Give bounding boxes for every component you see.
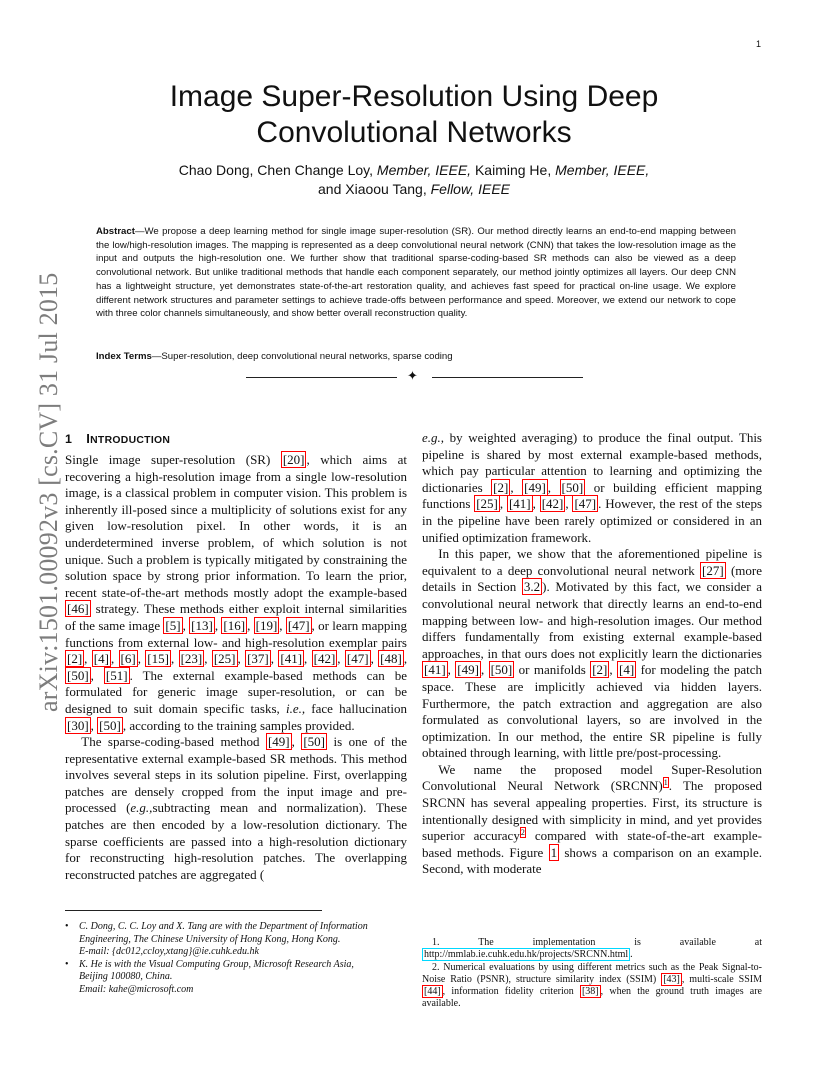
text-run: face hallucination [305,700,407,716]
citation-link[interactable]: [47] [574,496,597,512]
affiliation-line: • C. Dong, C. C. Loy and X. Tang are with the Department of Information [79,921,368,932]
section-number: 1 [65,432,73,446]
citation-link[interactable]: [20] [282,452,305,467]
author-list [60,161,768,199]
implementation-url-link[interactable]: http://mmlab.ie.cuhk.edu.hk/projects/SRCNN.html [424,949,629,961]
citation-link[interactable]: [38] [581,986,599,998]
footnotes [422,937,762,1011]
citation-link[interactable]: [46] [67,601,89,617]
text-run: strategy. These methods either exploit internal similarities of the same image [65,601,407,633]
index-terms [96,350,736,363]
citation-link[interactable]: [16] [223,617,246,633]
paragraph-2: The sparse-coding-based method [49] , [50] is one of the representative external example-based SR methods. This method involves several steps in its solution pipeline. First, overlapping patches are densely cropped from the input image and pre-processed (e.g.,subtracting mean and normalization). These patches are then encoded by a low-resolution dictionary. The sparse coefficients are passed into a high-resolution dictionary for reconstructing high-resolution patches. The overlapping reconstructed patches are aggregated ( [65,734,407,882]
citation-link[interactable]: [49] [267,734,290,750]
citation-link[interactable]: [23] [180,651,203,667]
text-run: 1. The implementation is available at [432,937,762,948]
footnote-link[interactable]: 2 [520,827,525,837]
citation-link[interactable]: [47] [287,617,310,633]
text-run: We name the proposed model Super-Resolution Convolutional Neural Network (SRCNN) [422,761,762,794]
arxiv-identifier: arXiv:1501.00092v3 [cs.CV] 31 Jul 2015 [34,272,63,712]
affiliation-line: Engineering, The Chinese University of Hong Kong, Hong Kong. [79,933,341,945]
citation-link[interactable]: [6] [120,651,136,667]
section-heading [65,430,407,449]
text-run: or manifolds [514,662,591,678]
text-run: , multi-scale SSIM [681,973,762,985]
text-run-italic: i.e., [285,700,306,716]
citation-link[interactable]: [25] [213,651,236,667]
citation-link[interactable]: [50] [490,662,513,678]
citation-link[interactable]: [4] [93,651,109,667]
citation-link[interactable]: [2] [67,651,83,667]
citation-link[interactable]: [49] [457,662,479,678]
footnote-rule [65,910,322,911]
paragraph-1: Single image super-resolution (SR) [20] , which aims at recovering a high-resolution image from a single low-resolution image, is a classical problem in computer vision. This problem is inherently ill-posed since a multiplicity of solutions exist for any given low-resolution pixel. In other words, it is an underdetermined inverse problem, of which solution is not unique. Such a problem is typically mitigated by constraining the solution space by strong prior information. To learn the prior, recent state-of-the-art methods mostly adopt the example-based [46] strategy. These methods either exploit internal similarities of the same image [5] , [13] , [16] , [19] , [47] , or learn mapping functions from external low- and high-resolution exemplar pairs [2] , [4] , [6] , [15] , [23] , [25] , [37] , [41] , [42] , [47] , [48] , [50] , [51] . The external example-based methods can be formulated for generic image super-resolution, or can be designed to suit domain specific tasks, i.e., face hallucination [30] , [50] , according to the training samples provided. [65,452,408,733]
affiliation-note [65,959,407,997]
affiliation-email: E-mail: {dc012,ccloy,xtang}@ie.cuhk.edu.hk [79,946,259,957]
text-run: The sparse-coding-based method [81,734,266,750]
separator-line-right [432,377,583,378]
page-number: 1 [756,39,762,49]
text-run: , or learn mapping functions from external low- and high-resolution exemplar pairs [65,617,408,650]
text-run-italic: e.g., [130,800,153,816]
affiliation-email: Email: kahe@microsoft.com [79,983,194,995]
left-column [65,430,407,883]
abstract-label: Abstract [96,226,135,237]
text-run-italic: e.g., [422,430,445,445]
text-run: , when the ground truth images are available. [422,986,762,1010]
citation-link[interactable]: [51] [105,667,128,683]
citation-link[interactable]: [44] [424,986,441,998]
title-line-1: Image Super-Resolution Using Deep [169,80,659,113]
citation-link[interactable]: [4] [619,662,635,678]
citation-link[interactable]: [49] [524,479,546,495]
text-run: . The external example-based methods can be formulated for generic image super-resolution, or can be designed to suit domain specific tasks, [65,667,407,716]
text-run: . However, the rest of the steps in the pipeline have been rarely optimized or considered in an unified optimization framework. [422,496,763,545]
author-names-3: and Xiaoou Tang, [318,181,431,197]
text-run: subtracting mean and normalization). These patches are then encoded by a low-resolution dictionary. The sparse coefficients are passed into a high-resolution dictionary for reconstructing high-resolution patches. The overlapping reconstructed patches are aggregated ( [65,800,407,882]
citation-link[interactable]: [13] [191,617,213,633]
section-link[interactable]: 3.2 [523,579,541,595]
text-run: is one of the representative external example-based SR methods. This method involves several steps in its solution pipeline. First, overlapping patches are densely cropped from the input image and pre-processed ( [65,734,407,816]
citation-link[interactable]: [42] [313,651,336,667]
citation-link[interactable]: [37] [247,651,269,667]
citation-link[interactable]: [50] [67,667,89,683]
text-run: . [630,949,633,961]
author-role-1: Member, IEEE, [376,162,472,178]
affiliation-line: Beijing 100080, China. [79,971,173,982]
author-line-1 [60,161,768,180]
citation-link[interactable]: [27] [702,562,724,578]
citation-link[interactable]: [2] [592,662,608,678]
citation-link[interactable]: [41] [424,662,446,678]
text-run: , according to the training samples provided. [122,717,355,733]
citation-link[interactable]: [2] [493,479,509,495]
text-run: shows a comparison on an example. Second, with moderate [422,844,763,877]
citation-link[interactable]: [48] [380,651,402,667]
text-run: for modeling the patch space. These are implicitly achieved via hidden layers. Furthermore, the patch extraction and aggregation are also formulated as convolutional layers, so are involved in the optimization. In our method, the entire SR pipeline is fully obtained through learning, with little pre/post-processing. [422,662,762,761]
section-heading-initial: I [86,431,91,446]
author-role-3: Fellow, IEEE [430,181,510,197]
citation-link[interactable]: [50] [99,717,121,733]
right-column [422,430,762,878]
text-run: (more details in Section [422,562,762,595]
author-names-1: Chao Dong, Chen Change Loy, [178,162,377,178]
affiliation-footnotes [65,921,407,996]
citation-link[interactable]: [5] [165,617,181,633]
text-run: by weighted averaging) to produce the final output. This pipeline is shared by most external example-based methods, which pay particular attention to learning and optimizing the dictionaries [422,430,762,495]
abstract [96,225,736,321]
text-run: or building efficient mapping functions [422,479,762,512]
citation-link[interactable]: [41] [280,651,303,667]
citation-link[interactable]: [42] [541,496,564,512]
affiliation-note [65,921,407,959]
citation-link[interactable]: [15] [147,651,169,667]
footnote-2 [422,962,762,1011]
citation-link[interactable]: [25] [476,496,498,512]
text-run: In this paper, we show that the aforementioned pipeline is equivalent to a deep convolutional neural network [422,546,762,578]
citation-link[interactable]: [50] [561,479,584,495]
title-line-2: Convolutional Networks [256,116,572,149]
text-run: compared with state-of-the-art example-based methods. Figure [422,828,763,860]
separator-diamond-icon: ✦ [407,369,418,384]
index-terms-text: —Super-resolution, deep convolutional neural networks, sparse coding [151,351,453,362]
paragraph-2-continued: e.g., by weighted averaging) to produce the final output. This pipeline is shared by most external example-based methods, which pay particular attention to learning and optimizing the dictionaries [2] , [49] , [50] or building efficient mapping functions [25] , [41] , [42] , [47] . However, the rest of the steps in the pipeline have been rarely optimized or considered in an unified optimization framework. [422,430,763,545]
author-role-2: Member, IEEE, [555,162,650,178]
citation-link[interactable]: [41] [508,496,531,512]
citation-link[interactable]: [19] [255,617,278,633]
index-terms-label: Index Terms [96,351,152,362]
paragraph-3: In this paper, we show that the aforementioned pipeline is equivalent to a deep convolutional neural network [27] (more details in Section 3.2 ). Motivated by this fact, we consider a convolutional neural network that directly learns an end-to-end mapping between low- and high-resolution images. Our method differs fundamentally from existing external example-based approaches, in that ours does not explicitly learn the dictionaries [41] , [49] , [50] or manifolds [2] , [4] for modeling the patch space. These are implicitly achieved via hidden layers. Furthermore, the patch extraction and aggregation are also formulated as convolutional layers, so are involved in the optimization. In our method, the entire SR pipeline is fully obtained through learning, with little pre/post-processing. [422,546,762,761]
citation-link[interactable]: [30] [67,717,89,733]
paragraph-4 [422,762,762,878]
text-run: ). Motivated by this fact, we consider a convolutional neural network that directly learns an end-to-end mapping between low- and high-resolution images. Our method differs fundamentally from existing external example-based approaches, in that ours does not explicitly learn the dictionaries [422,579,762,661]
abstract-text: —We propose a deep learning method for single image super-resolution (SR). Our method directly learns an end-to-end mapping between the low/high-resolution images. The mapping is represented as a deep convolutional neural network (CNN) that takes the low-resolution image as the input and outputs the high-resolution one. We further show that traditional sparse-coding-based SR methods can also be viewed as a deep convolutional network. But unlike traditional methods that handle each component separately, our method jointly optimizes all layers. Our deep CNN has a lightweight structure, yet demonstrates state-of-the-art restoration quality, and achieves fast speed for practical on-line usage. We explore different network structures and parameter settings to achieve trade-offs between performance and speed. Moreover, we extend our network to cope with three color channels simultaneously, and show better overall reconstruction quality. [96,226,736,320]
author-line-2 [60,180,768,199]
paper-title [60,79,768,151]
text-run: , which aims at recovering a high-resolution image from a single low-resolution image, is a classical problem in computer vision. This problem is inherently ill-posed since a multiplicity of solutions exist for any given low-resolution pixel. In other words, it is an underdetermined inverse problem, of which solution is not unique. Such a problem is typically mitigated by constraining the solution space by strong prior information. To learn the prior, recent state-of-the-art methods mostly adopt the example-based [65,452,407,600]
footnote-1 [422,937,762,962]
figure-link[interactable]: 1 [550,844,558,860]
text-run: . The proposed SRCNN has several appealing properties. First, its structure is intentionally designed with simplicity in mind, and yet provides superior accuracy [422,778,762,844]
section-heading-rest: NTRODUCTION [90,435,171,446]
author-names-2: Kaiming He, [471,162,556,178]
citation-link[interactable]: [50] [303,734,326,750]
separator-line-left [246,377,397,378]
affiliation-line: • K. He is with the Visual Computing Group, Microsoft Research Asia, [79,958,354,970]
citation-link[interactable]: [43] [663,973,680,985]
footnote-link[interactable]: 1 [663,778,668,788]
text-run: 2. Numerical evaluations by using different metrics such as the Peak Signal-to-Noise Ratio (PSNR), structure similarity index (SSIM) [422,961,762,985]
text-run: , information fidelity criterion [442,986,580,998]
text-run: Single image super-resolution (SR) [65,452,281,467]
citation-link[interactable]: [47] [346,651,369,667]
